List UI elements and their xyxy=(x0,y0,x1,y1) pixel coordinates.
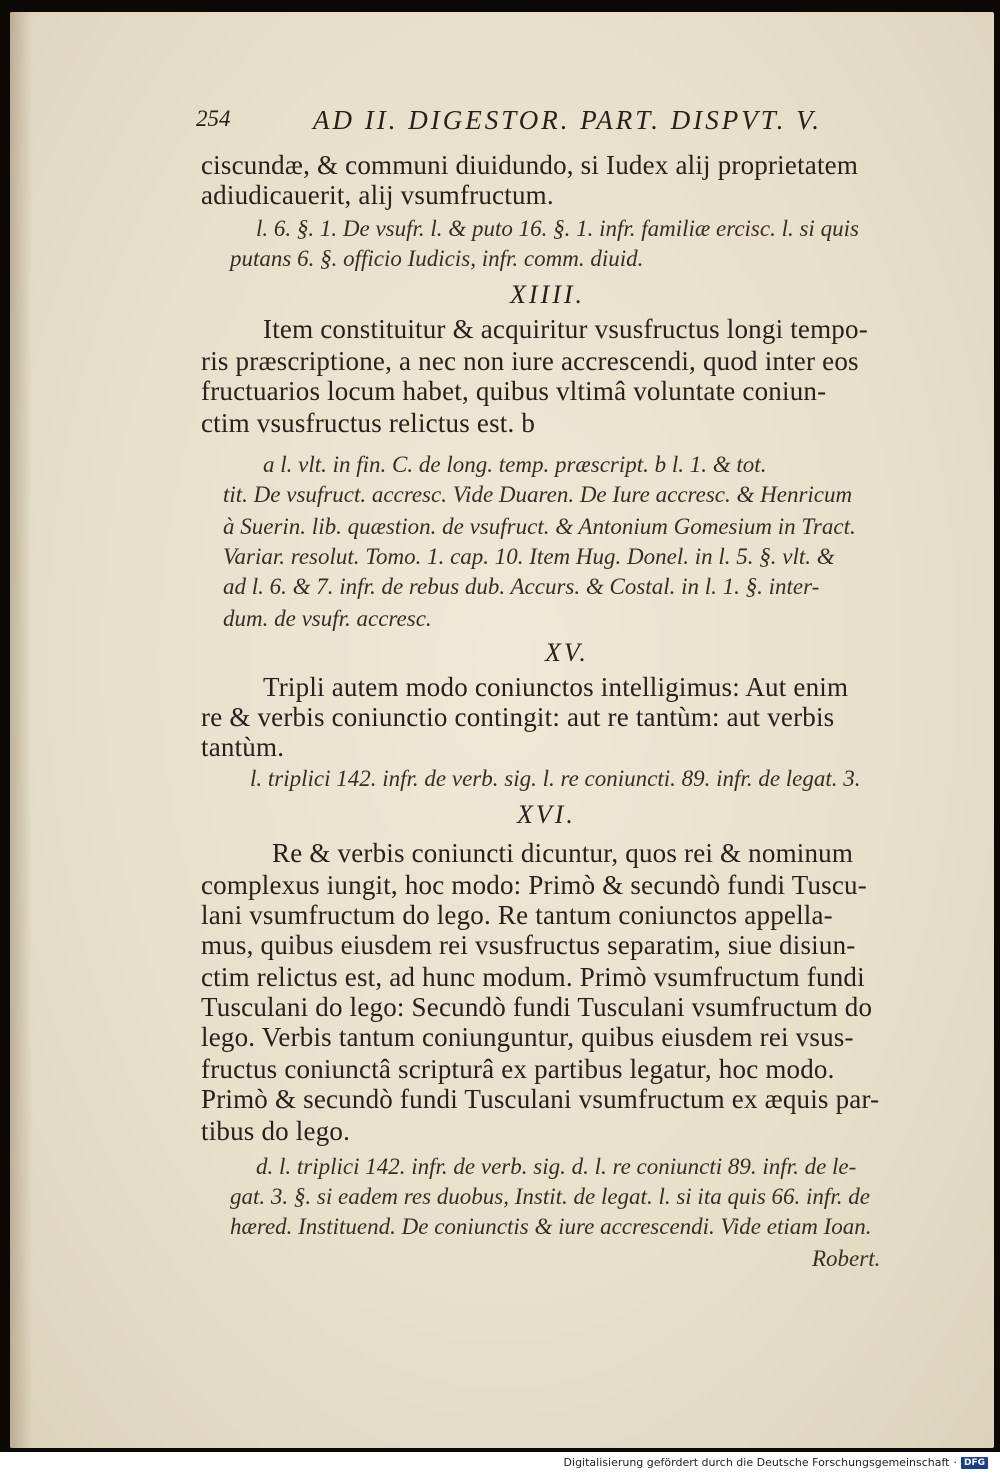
citation-line: a l. vlt. in fin. C. de long. temp. præscript. b l. 1. & tot. xyxy=(263,452,767,477)
running-head: AD II. DIGESTOR. PART. DISPVT. V. xyxy=(313,105,822,135)
citation-line: putans 6. §. officio Iudicis, infr. comm. diuid. xyxy=(230,246,644,271)
page-number: 254 xyxy=(196,106,231,131)
body-text-line: fructus coniunctâ scripturâ ex partibus legatur, hoc modo. xyxy=(201,1054,835,1084)
book-page xyxy=(10,12,994,1448)
section-heading: XV. xyxy=(545,638,589,667)
citation-line: Robert. xyxy=(812,1246,881,1271)
digitization-credit: Digitalisierung gefördert durch die Deutsche Forschungsgemeinschaft · DFG xyxy=(564,1456,988,1469)
body-text-line: tantùm. xyxy=(201,732,285,762)
body-text-line: mus, quibus eiusdem rei vsusfructus separatim, siue disiun- xyxy=(201,930,856,960)
body-text-line: ciscundæ, & communi diuidundo, si Iudex alij proprietatem xyxy=(201,150,859,180)
citation-line: Variar. resolut. Tomo. 1. cap. 10. Item Hug. Donel. in l. 5. §. vlt. & xyxy=(223,544,835,569)
body-text-line: re & verbis coniunctio contingit: aut re tantùm: aut verbis xyxy=(201,702,835,732)
citation-line: l. triplici 142. infr. de verb. sig. l. re coniuncti. 89. infr. de legat. 3. xyxy=(250,766,861,791)
section-heading: XIIII. xyxy=(510,280,586,309)
body-text-line: ris præscriptione, a nec non iure accrescendi, quod inter eos xyxy=(201,346,859,376)
gutter-shadow xyxy=(10,12,32,1448)
body-text-line: lani vsumfructum do lego. Re tantum coniunctos appella- xyxy=(201,900,833,930)
body-text-line: tibus do lego. xyxy=(201,1116,351,1146)
dfg-logo: DFG xyxy=(961,1457,988,1469)
citation-line: tit. De vsufruct. accresc. Vide Duaren. De Iure accresc. & Henricum xyxy=(223,482,853,507)
body-text-line: complexus iungit, hoc modo: Primò & secundò fundi Tuscu- xyxy=(201,870,867,900)
citation-line: hæred. Instituend. De coniunctis & iure accrescendi. Vide etiam Ioan. xyxy=(230,1214,872,1239)
body-text-line: ctim relictus est, ad hunc modum. Primò vsumfructum fundi xyxy=(201,962,865,992)
body-text-line: Item constituitur & acquiritur vsusfructus longi tempo- xyxy=(263,314,868,344)
body-text-line: adiudicauerit, alij vsumfructum. xyxy=(201,180,554,210)
body-text-line: Tripli autem modo coniunctos intelligimus: Aut enim xyxy=(263,672,849,702)
citation-line: l. 6. §. 1. De vsufr. l. & puto 16. §. 1. infr. familiæ ercisc. l. si quis xyxy=(256,216,859,241)
citation-line: dum. de vsufr. accresc. xyxy=(223,606,432,631)
body-text-line: fructuarios locum habet, quibus vltimâ voluntate coniun- xyxy=(201,376,827,406)
citation-line: à Suerin. lib. quæstion. de vsufruct. & Antonium Gomesium in Tract. xyxy=(223,514,856,539)
body-text-line: Primò & secundò fundi Tusculani vsumfructum ex æquis par- xyxy=(201,1084,880,1114)
body-text-line: ctim vsusfructus relictus est. b xyxy=(201,408,536,438)
body-text-line: lego. Verbis tantum coniunguntur, quibus eiusdem rei vsus- xyxy=(201,1022,854,1052)
credit-text: Digitalisierung gefördert durch die Deutsche Forschungsgemeinschaft xyxy=(563,1456,950,1469)
body-text-line: Tusculani do lego: Secundò fundi Tusculani vsumfructum do xyxy=(201,992,873,1022)
citation-line: gat. 3. §. si eadem res duobus, Instit. de legat. l. si ita quis 66. infr. de xyxy=(230,1184,870,1209)
body-text-line: Re & verbis coniuncti dicuntur, quos rei & nominum xyxy=(272,838,854,868)
citation-line: d. l. triplici 142. infr. de verb. sig. d. l. re coniuncti 89. infr. de le- xyxy=(256,1154,857,1179)
citation-line: ad l. 6. & 7. infr. de rebus dub. Accurs. & Costal. in l. 1. §. inter- xyxy=(223,574,820,599)
section-heading: XVI. xyxy=(517,800,576,829)
